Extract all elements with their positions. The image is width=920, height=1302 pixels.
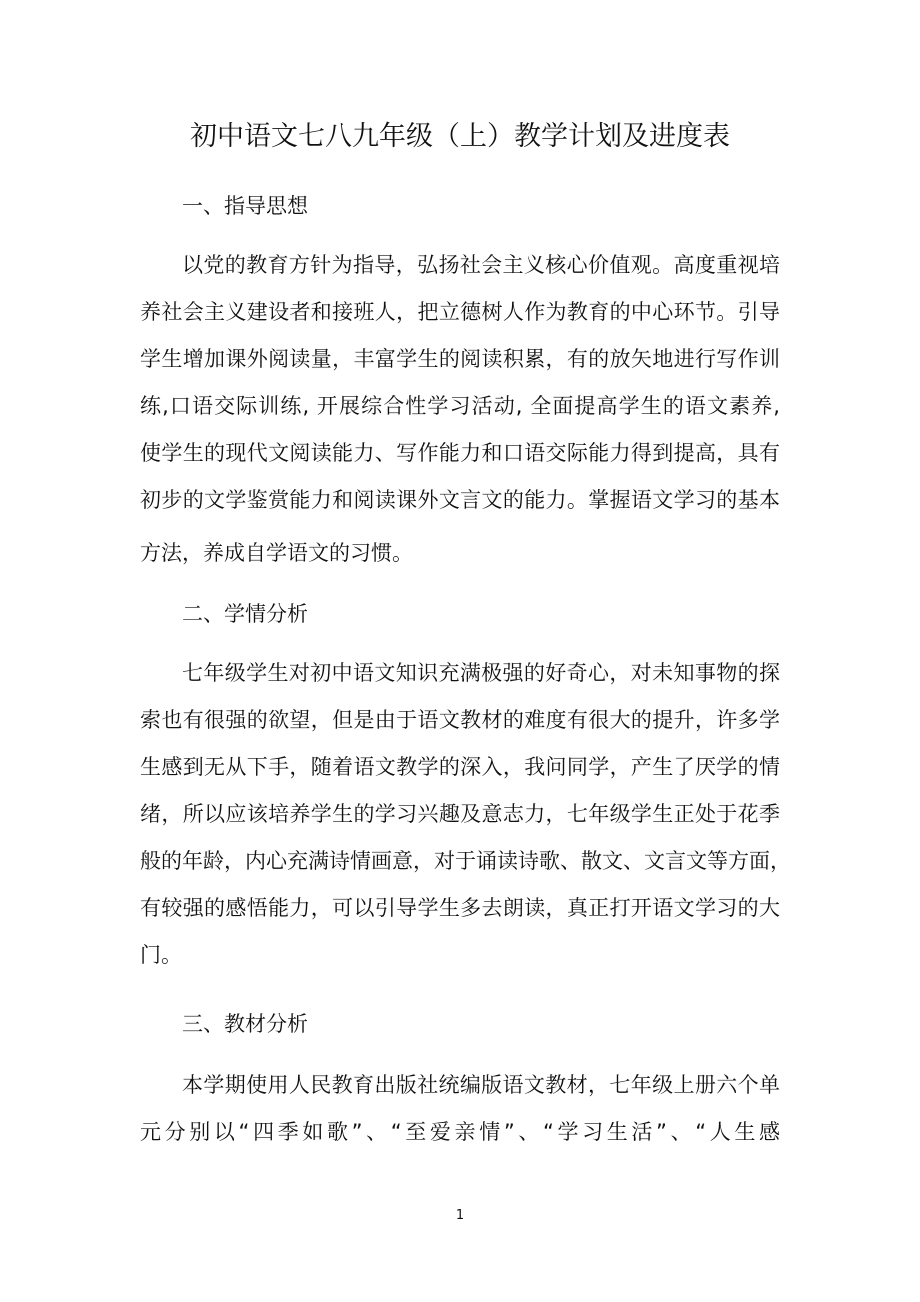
page-number: 1: [455, 1208, 465, 1223]
paragraph-line: 门。: [140, 943, 182, 967]
paragraph-line: 以党的教育方针为指导，弘扬社会主义核心价值观。高度重视培: [182, 253, 780, 277]
paragraph-line: 绪，所以应该培养学生的学习兴趣及意志力，七年级学生正处于花季: [140, 802, 780, 826]
paragraph-line: 学生增加课外阅读量，丰富学生的阅读积累，有的放矢地进行写作训: [140, 347, 780, 371]
paragraph-line: 练,口语交际训练, 开展综合性学习活动, 全面提高学生的语文素养,: [140, 394, 780, 418]
paragraph-line: 使学生的现代文阅读能力、写作能力和口语交际能力得到提高，具有: [140, 441, 780, 465]
paragraph-line: 本学期使用人民教育出版社统编版语文教材，七年级上册六个单: [182, 1073, 780, 1097]
paragraph-line: 有较强的感悟能力，可以引导学生多去朗读，真正打开语文学习的大: [140, 896, 780, 920]
section-heading: 二、学情分析: [182, 602, 308, 626]
paragraph-line: 初步的文学鉴赏能力和阅读课外文言文的能力。掌握语文学习的基本: [140, 488, 780, 512]
paragraph-line: 般的年龄，内心充满诗情画意，对于诵读诗歌、散文、文言文等方面，: [140, 849, 791, 873]
paragraph-line: 元分别以“四季如歌”、“至爱亲情”、“学习生活”、“人生感: [140, 1120, 780, 1144]
paragraph-line: 七年级学生对初中语文知识充满极强的好奇心，对未知事物的探: [182, 661, 780, 685]
paragraph-line: 方法，养成自学语文的习惯。: [140, 541, 413, 565]
document-title: 初中语文七八九年级（上）教学计划及进度表: [190, 121, 730, 152]
paragraph-line: 生感到无从下手，随着语文教学的深入，我问同学，产生了厌学的情: [140, 755, 780, 779]
paragraph-line: 养社会主义建设者和接班人，把立德树人作为教育的中心环节。引导: [140, 300, 780, 324]
paragraph-line: 索也有很强的欲望，但是由于语文教材的难度有很大的提升，许多学: [140, 708, 780, 732]
section-heading: 一、指导思想: [182, 194, 308, 218]
section-heading: 三、教材分析: [182, 1012, 308, 1036]
